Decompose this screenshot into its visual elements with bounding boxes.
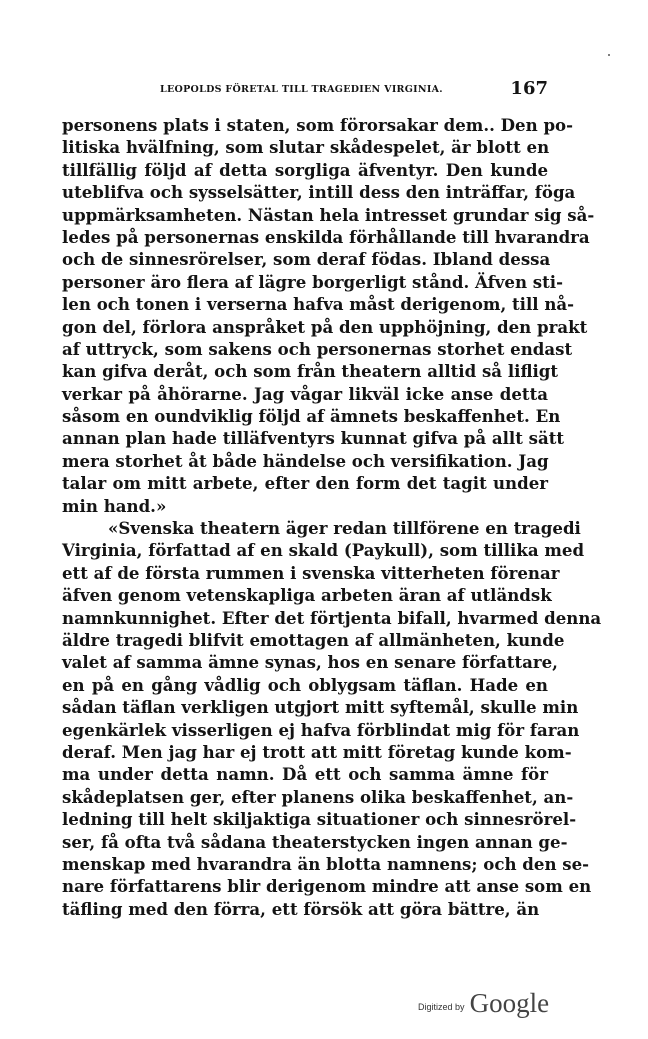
google-logo: Google [469,988,550,1018]
text-line: litiska hvälfning, som slutar skådespelet, är blott en [62,137,550,158]
paper-speck [608,54,610,56]
text-line: ledning till helt skiljaktiga situationer och sinnesrörel- [62,809,577,830]
text-line: ma under detta namn. Då ett och samma ämne för [62,764,548,785]
text-line: valet af samma ämne synas, hos en senare författare, [62,652,558,673]
text-line: ser, få ofta två sådana theaterstycken ingen annan ge- [62,831,568,852]
text-line: ett af de första rummen i svenska vitterheten förenar [62,562,560,583]
text-line: skådeplatsen ger, efter planens olika beskaffenhet, an- [62,786,574,807]
text-line: talar om mitt arbete, efter den form det tagit under [62,473,548,494]
paragraph [62,517,602,920]
digitized-by-label: Digitized by [418,1002,465,1012]
text-line: namnkunnighet. Efter det förtjenta bifall, hvarmed denna [62,607,602,628]
text-line: tillfällig följd af detta sorgliga äfventyr. Den kunde [62,159,548,180]
text-line: uteblifva och sysselsätter, intill dess den inträffar, föga [62,182,576,203]
text-line: min hand.» [62,495,167,516]
text-line: uppmärksamheten. Nästan hela intresset grundar sig så- [62,204,595,225]
text-line: ledes på personernas enskilda förhållande till hvarandra [62,226,590,247]
body-text [62,114,602,920]
text-line: af uttryck, som sakens och personernas storhet endast [62,338,573,359]
text-line: gon del, förlora anspråket på den upphöjning, den prakt [62,316,588,337]
text-line: annan plan hade tilläfventyrs kunnat gifva på allt sätt [62,428,565,449]
text-line: personens plats i staten, som förorsakar dem.. Den po- [62,115,574,135]
running-title: LEOPOLDS FÖRETAL TILL TRAGEDIEN VIRGINIA. [160,84,443,95]
text-line: menskap med hvarandra än blotta namnens; och den se- [62,853,590,874]
text-line: och de sinnesrörelser, som deraf födas. Ibland dessa [62,249,551,270]
text-line: kan gifva deråt, och som från theatern alltid så lifligt [62,361,559,382]
text-line: Virginia, författad af en skald (Paykull), som tillika med [62,540,585,561]
text-line: en på en gång vådlig och oblygsam täflan. Hade en [62,674,548,695]
text-line: nare författarens blir derigenom mindre att anse som en [62,876,592,897]
text-line: äldre tragedi blifvit emottagen af allmänheten, kunde [62,629,565,650]
text-line: egenkärlek visserligen ej hafva förblindat mig för faran [62,719,580,740]
text-line: len och tonen i verserna hafva måst derigenom, till nå- [62,294,575,315]
text-line: täfling med den förra, ett försök att göra bättre, än [62,898,540,919]
text-line: personer äro flera af lägre borgerligt stånd. Äfven sti- [62,271,563,292]
text-line: «Svenska theatern äger redan tillförene en tragedi [108,518,581,539]
text-line: mera storhet åt både händelse och versifikation. Jag [62,450,549,471]
digitized-by-google-watermark [418,988,549,1019]
text-line: äfven genom vetenskapliga arbeten äran af utländsk [62,585,552,606]
text-line: deraf. Men jag har ej trott att mitt företag kunde kom- [62,741,572,762]
page-header [62,78,548,102]
page-number: 167 [510,78,548,99]
text-line: sådan täflan verkligen utgjort mitt syftemål, skulle min [62,697,579,718]
paragraph [62,114,595,517]
text-line: såsom en oundviklig följd af ämnets beskaffenhet. En [62,406,561,427]
text-line: verkar på åhörarne. Jag vågar likväl icke anse detta [62,383,548,404]
